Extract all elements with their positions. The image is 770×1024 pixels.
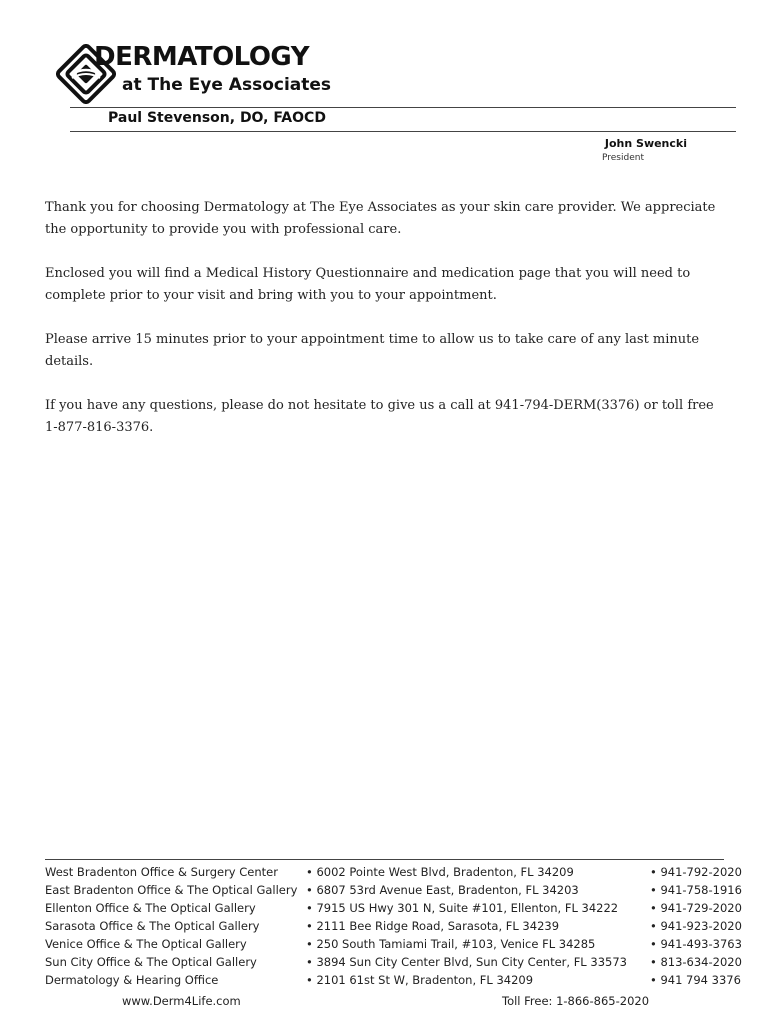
office-name: West Bradenton Office & Surgery Center — [45, 865, 278, 879]
website-link[interactable]: www.Derm4Life.com — [122, 994, 241, 1008]
office-list — [45, 863, 745, 989]
office-name: Venice Office & The Optical Gallery — [45, 937, 247, 951]
letter-paragraph: Enclosed you will find a Medical History Questionnaire and medication page that you will need to complete prior to your visit and bring with you to your appointment. — [45, 266, 691, 303]
office-name: East Bradenton Office & The Optical Gallery — [45, 883, 298, 897]
doctor-name: Paul Stevenson, DO, FAOCD — [108, 110, 326, 126]
office-name: Ellenton Office & The Optical Gallery — [45, 901, 256, 915]
letter-paragraph: Thank you for choosing Dermatology at The Eye Associates as your skin care provider. We appreciate the opportunity to provide you with professional care. — [45, 200, 716, 237]
office-address: • 6002 Pointe West Blvd, Bradenton, FL 34209 — [306, 865, 574, 879]
letter-paragraph: If you have any questions, please do not hesitate to give us a call at 941-794-DERM(3376) or toll free 1-877-816-3376. — [45, 398, 714, 435]
president-name: John Swencki — [604, 137, 687, 150]
office-phone: • 941-758-1916 — [650, 883, 742, 897]
office-phone: • 941-792-2020 — [650, 865, 742, 879]
brand-title: DERMATOLOGY — [94, 42, 310, 72]
letter-body — [45, 197, 730, 461]
brand-subtitle: at The Eye Associates — [122, 75, 332, 95]
office-phone: • 813-634-2020 — [650, 955, 742, 969]
office-address: • 2101 61st St W, Bradenton, FL 34209 — [306, 973, 534, 987]
president-title: President — [602, 153, 644, 163]
office-address: • 250 South Tamiami Trail, #103, Venice FL 34285 — [306, 937, 596, 951]
toll-free-number: Toll Free: 1-866-865-2020 — [502, 994, 650, 1008]
letter-paragraph: Please arrive 15 minutes prior to your appointment time to allow us to take care of any last minute details. — [45, 332, 700, 369]
office-phone: • 941-923-2020 — [650, 919, 742, 933]
office-name: Sun City Office & The Optical Gallery — [45, 955, 257, 969]
footer-divider — [45, 859, 724, 860]
office-row — [45, 953, 745, 971]
office-row — [45, 917, 745, 935]
office-address: • 3894 Sun City Center Blvd, Sun City Center, FL 33573 — [306, 955, 627, 969]
office-address: • 2111 Bee Ridge Road, Sarasota, FL 34239 — [306, 919, 560, 933]
office-phone: • 941-493-3763 — [650, 937, 742, 951]
header-divider-bottom — [70, 131, 736, 132]
office-row — [45, 899, 745, 917]
office-address: • 6807 53rd Avenue East, Bradenton, FL 34203 — [306, 883, 579, 897]
office-phone: • 941 794 3376 — [650, 973, 741, 987]
office-address: • 7915 US Hwy 301 N, Suite #101, Ellenton, FL 34222 — [306, 901, 619, 915]
office-row — [45, 863, 745, 881]
office-name: Sarasota Office & The Optical Gallery — [45, 919, 260, 933]
office-row — [45, 971, 745, 989]
office-name: Dermatology & Hearing Office — [45, 973, 219, 987]
office-row — [45, 935, 745, 953]
office-phone: • 941-729-2020 — [650, 901, 742, 915]
office-row — [45, 881, 745, 899]
